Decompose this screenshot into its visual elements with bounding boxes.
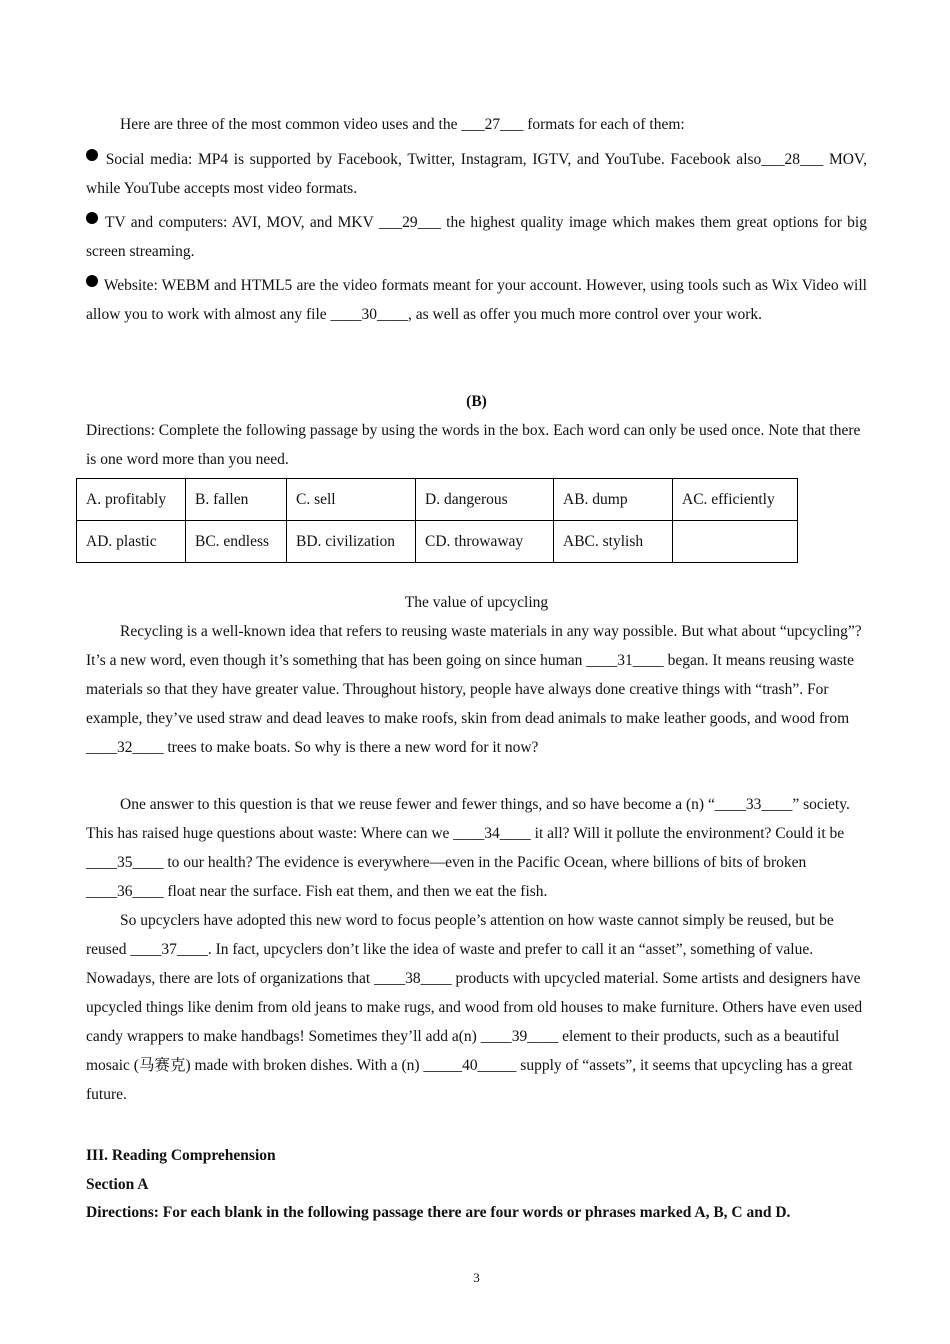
bullet-tv-computers xyxy=(86,208,867,266)
section-iii-heading: III. Reading Comprehension xyxy=(86,1147,276,1164)
bullet-website xyxy=(86,271,867,329)
word-box-cell: AB. dump xyxy=(554,479,673,521)
format-intro: Here are three of the most common video uses and the ___27___ formats for each of them: xyxy=(120,116,685,133)
word-box-cell: B. fallen xyxy=(186,479,287,521)
word-box-cell: A. profitably xyxy=(77,479,186,521)
bullet-text: Social media: MP4 is supported by Facebook, Twitter, Instagram, IGTV, and YouTube. Facebook also___28___ MOV, while YouTube accepts most video formats. xyxy=(86,151,868,197)
section-iii-directions: Directions: For each blank in the following passage there are four words or phrases marked A, B, C and D. xyxy=(86,1204,791,1221)
bullet-text: Website: WEBM and HTML5 are the video formats meant for your account. However, using tools such as Wix Video will allow you to work with almost any file ____30____, as well as offer you much more control over your work. xyxy=(86,277,867,323)
page-number: 3 xyxy=(473,1270,480,1285)
section-b-directions: Directions: Complete the following passage by using the words in the box. Each word can only be used once. Note that there is one word more than you need. xyxy=(86,422,861,468)
word-box xyxy=(76,478,798,563)
passage-paragraph: One answer to this question is that we reuse fewer and fewer things, and so have become a (n) “____33____” society. This has raised huge questions about waste: Where can we ____34____ it all? Will it pollute the environment? Could it be ____35____ to our health? The evidence is everywhere—even in the Pacific Ocean, where billions of bits of broken ____36____ float near the surface. Fish eat them, and then we eat the fish. xyxy=(86,796,850,900)
word-box-cell: D. dangerous xyxy=(416,479,554,521)
section-b-label: (B) xyxy=(466,393,487,410)
bullet-text: TV and computers: AVI, MOV, and MKV ___29___ the highest quality image which makes them great options for big screen streaming. xyxy=(86,214,867,260)
word-box-row xyxy=(77,521,798,563)
word-box-cell: AD. plastic xyxy=(77,521,186,563)
word-box-row xyxy=(77,479,798,521)
word-box-cell: C. sell xyxy=(287,479,416,521)
word-box-cell: BC. endless xyxy=(186,521,287,563)
section-iii-subheading: Section A xyxy=(86,1176,149,1193)
passage-paragraph: So upcyclers have adopted this new word to focus people’s attention on how waste cannot simply be reused, but be reused ____37____. In fact, upcyclers don’t like the idea of waste and prefer to call it an “asset”, something of value. Nowadays, there are lots of organizations that ____38____ products with upcycled material. Some artists and designers have upcycled things like denim from old jeans to make rugs, and wood from old houses to make furniture. Others have even used candy wrappers to make handbags! Sometimes they’ll add a(n) ____39____ element to their products, such as a beautiful mosaic (马赛克) made with broken dishes. With a (n) _____40_____ supply of “assets”, it seems that upcycling has a great future. xyxy=(86,912,863,1103)
passage-paragraph: Recycling is a well-known idea that refers to reusing waste materials in any way possible. But what about “upcycling”? It’s a new word, even though it’s something that has been going on since human ____31____ began. It means reusing waste materials so that they have greater value. Throughout history, people have always done creative things with “trash”. For example, they’ve used straw and dead leaves to make roofs, skin from dead animals to make leather goods, and wood from ____32____ trees to make boats. So why is there a new word for it now? xyxy=(86,623,862,756)
word-box-cell: CD. throwaway xyxy=(416,521,554,563)
word-box-cell xyxy=(673,521,798,563)
bullet-icon xyxy=(86,275,98,287)
passage-title: The value of upcycling xyxy=(404,594,549,611)
bullet-icon xyxy=(86,149,98,161)
bullet-icon xyxy=(86,212,98,224)
bullet-social-media xyxy=(86,145,867,203)
word-box-cell: AC. efficiently xyxy=(673,479,798,521)
word-box-cell: ABC. stylish xyxy=(554,521,673,563)
word-box-cell: BD. civilization xyxy=(287,521,416,563)
